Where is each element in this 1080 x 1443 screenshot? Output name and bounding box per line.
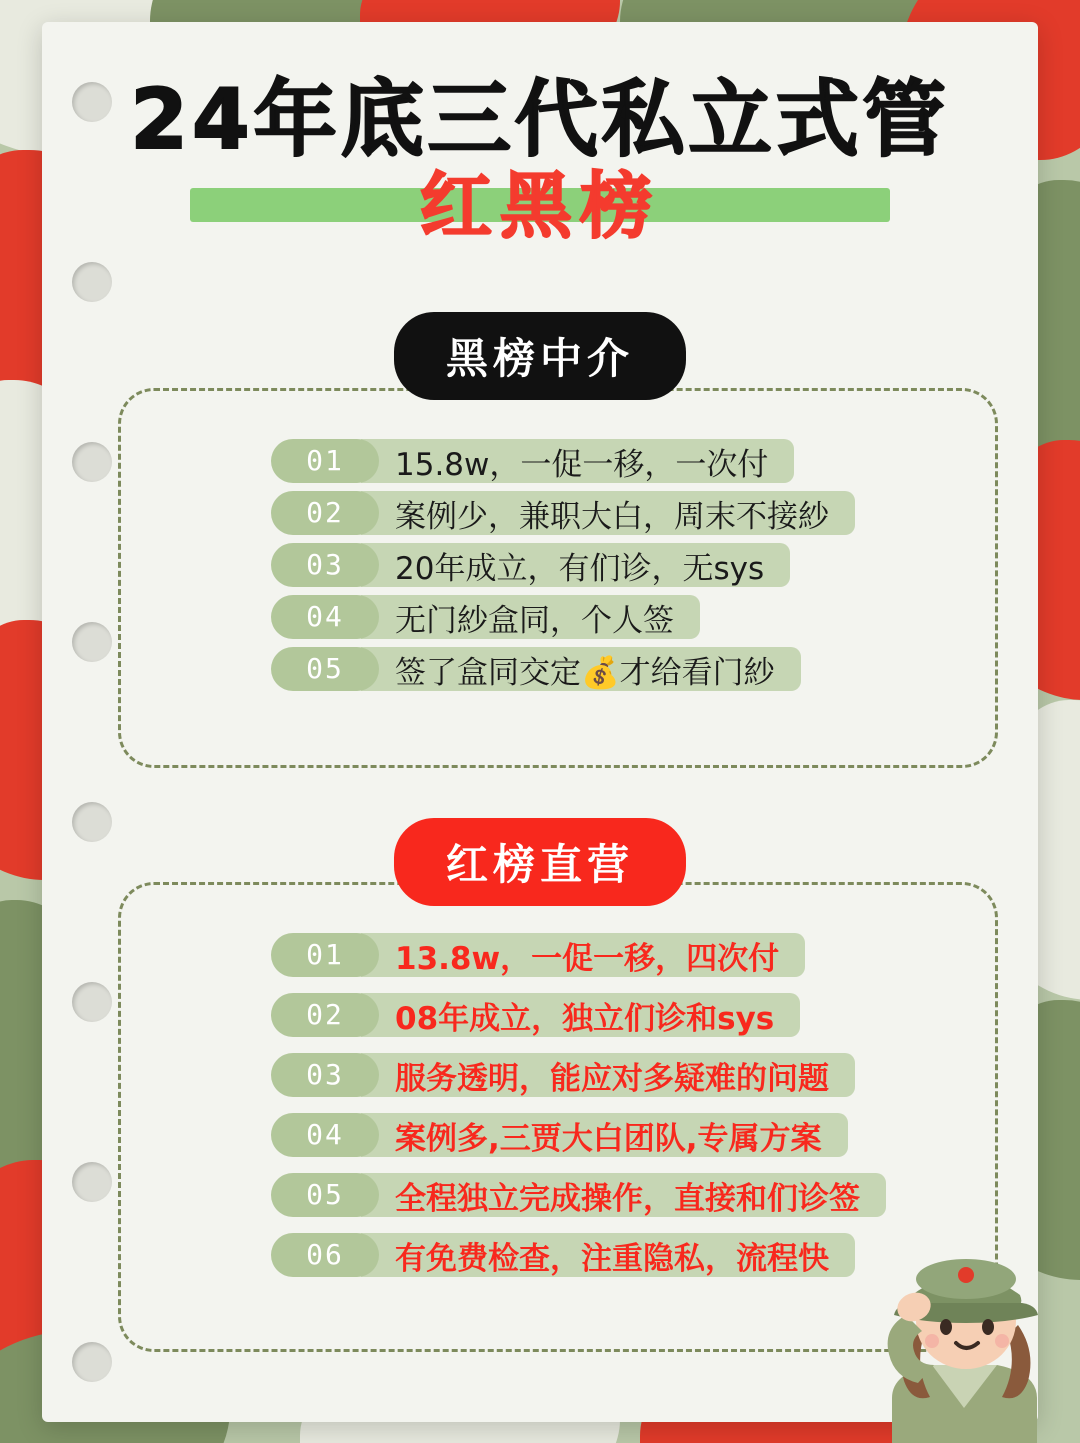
blacklist-box: [118, 388, 998, 768]
punch-hole: [72, 802, 112, 842]
soldier-girl-illustration: [822, 1233, 1072, 1443]
list-item: [121, 491, 995, 535]
page-title: 24年底三代私立式管: [130, 71, 950, 168]
list-item-number: 01: [271, 439, 379, 483]
list-item: [121, 595, 995, 639]
list-item-text: 全程独立完成操作，直接和们诊签: [361, 1173, 886, 1217]
punch-hole: [72, 442, 112, 482]
list-item: [121, 439, 995, 483]
section-label-redlist: 红榜直营: [394, 818, 686, 906]
list-item-number: 03: [271, 543, 379, 587]
list-item-text: 08年成立，独立们诊和sys: [361, 993, 800, 1037]
subtitle-text: 红黑榜: [419, 164, 660, 248]
list-item-text: 服务透明，能应对多疑难的问题: [361, 1053, 855, 1097]
list-item-number: 06: [271, 1233, 379, 1277]
list-item-number: 05: [271, 1173, 379, 1217]
list-item-number: 04: [271, 1113, 379, 1157]
list-item-number: 04: [271, 595, 379, 639]
list-item-text: 无门紗盒同，个人签: [361, 595, 700, 639]
list-item-text: 签了盒同交定💰才给看门紗: [361, 647, 801, 691]
subtitle-highlight-bar: [190, 164, 890, 248]
list-item: [121, 993, 995, 1037]
subtitle-block: [0, 164, 1080, 248]
list-item: [121, 1173, 995, 1217]
list-item: [121, 1113, 995, 1157]
punch-hole: [72, 1162, 112, 1202]
list-item-number: 01: [271, 933, 379, 977]
list-item: [121, 933, 995, 977]
list-item-text: 13.8w，一促一移，四次付: [361, 933, 805, 977]
list-item-text: 案例少，兼职大白，周末不接紗: [361, 491, 855, 535]
list-item-text: 15.8w，一促一移，一次付: [361, 439, 794, 483]
list-item: [121, 543, 995, 587]
list-item-text: 有免费检查，注重隐私，流程快: [361, 1233, 855, 1277]
list-item: [121, 647, 995, 691]
list-item-text: 20年成立，有们诊，无sys: [361, 543, 790, 587]
list-item-text: 案例多,三贾大白团队,专属方案: [361, 1113, 848, 1157]
list-item-number: 02: [271, 993, 379, 1037]
list-item-number: 02: [271, 491, 379, 535]
punch-hole: [72, 1342, 112, 1382]
list-item-number: 05: [271, 647, 379, 691]
list-item-number: 03: [271, 1053, 379, 1097]
section-label-blacklist: 黑榜中介: [394, 312, 686, 400]
punch-hole: [72, 622, 112, 662]
list-item: [121, 1053, 995, 1097]
punch-hole: [72, 982, 112, 1022]
punch-hole: [72, 262, 112, 302]
